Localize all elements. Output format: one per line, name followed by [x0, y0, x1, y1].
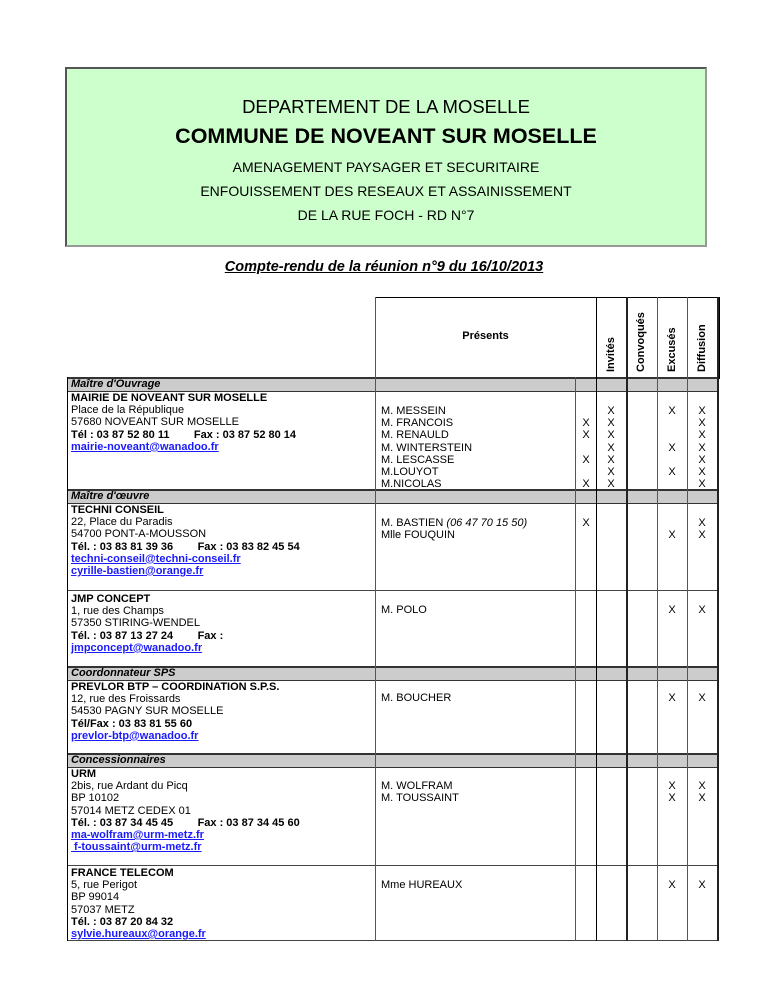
- excuses-marks: X X X: [668, 405, 676, 479]
- org-phone: Tél/Fax : 03 83 81 55 60: [71, 717, 193, 730]
- diffusion-marks: X: [698, 879, 706, 891]
- diffusion-marks: X X: [698, 517, 706, 542]
- section-label-maitre-ouvrage: Maître d'Ouvrage: [71, 378, 161, 390]
- email-link[interactable]: prevlor-btp@wanadoo.fr: [71, 729, 199, 742]
- table-left-border: [67, 377, 68, 941]
- email-link[interactable]: jmpconcept@wanadoo.fr: [71, 641, 203, 654]
- org-urm: URM 2bis, rue Ardant du Picq BP 10102 57014 METZ CEDEX 01 Tél. : 03 87 34 45 45 Fax : 03 87 34 45 60 ma-wolfram@urm-metz.fr f-toussaint@urm-metz.fr: [71, 768, 300, 854]
- row-divider: [67, 590, 718, 591]
- attendees-techni-conseil: M. BASTIEN (06 47 70 15 50) Mlle FOUQUIN: [381, 517, 528, 542]
- project-line-3: DE LA RUE FOCH - RD N°7: [297, 207, 475, 223]
- excuses-marks: X X: [668, 780, 676, 805]
- excuses-marks: X: [668, 692, 676, 704]
- section-band: [67, 377, 718, 392]
- attendees-jmp-concept: M. POLO: [381, 604, 427, 616]
- org-mairie: MAIRIE DE NOVEANT SUR MOSELLE Place de la République 57680 NOVEANT SUR MOSELLE Tél : 03 87 52 80 11 Fax : 03 87 52 80 14 mairie-noveant@wanadoo.fr: [71, 392, 297, 453]
- email-link[interactable]: f-toussaint@urm-metz.fr: [71, 841, 202, 854]
- attendees-urm: M. WOLFRAM M. TOUSSAINT: [381, 780, 459, 805]
- section-label-coordonnateur-sps: Coordonnateur SPS: [71, 667, 176, 679]
- report-title: Compte-rendu de la réunion n°9 du 16/10/2013: [224, 259, 544, 275]
- department-title: DEPARTEMENT DE LA MOSELLE: [242, 96, 530, 117]
- email-link[interactable]: mairie-noveant@wanadoo.fr: [71, 440, 219, 453]
- project-line-2: ENFOUISSEMENT DES RESEAUX ET ASSAINISSEMENT: [200, 183, 572, 199]
- column-header-diffusion: Diffusion: [696, 324, 708, 372]
- diffusion-marks: X: [698, 692, 706, 704]
- section-label-concessionnaires: Concessionnaires: [71, 754, 166, 766]
- email-link[interactable]: techni-conseil@techni-conseil.fr: [71, 552, 241, 565]
- excuses-marks: X: [668, 879, 676, 891]
- attendees-prevlor-btp: M. BOUCHER: [381, 692, 452, 704]
- column-divider: [596, 297, 597, 941]
- org-techni-conseil: TECHNI CONSEIL 22, Place du Paradis 54700 PONT-A-MOUSSON Tél. : 03 83 81 39 36 Fax : 03 83 82 45 54 techni-conseil@techni-conseil.fr cyrille-bastien@orange.fr: [71, 504, 300, 578]
- present-marks: X: [582, 517, 590, 529]
- column-divider: [657, 297, 658, 941]
- excuses-marks: X: [668, 604, 676, 616]
- table-right-border: [717, 297, 719, 941]
- attendees-mairie: M. MESSEIN M. FRANCOIS M. RENAULD M. WINTERSTEIN M. LESCASSE M.LOUYOT M.NICOLAS: [381, 405, 473, 491]
- org-phone: Tél. : 03 87 34 45 45 Fax : 03 87 34 45 60: [71, 816, 300, 829]
- diffusion-marks: X X X X X X X: [698, 405, 706, 491]
- org-phone: Tél. : 03 87 13 27 24 Fax :: [71, 629, 224, 642]
- org-france-telecom: FRANCE TELECOM 5, rue Perigot BP 99014 57037 METZ Tél. : 03 87 20 84 32 sylvie.hureaux@orange.fr: [71, 867, 206, 941]
- org-phone: Tél : 03 87 52 80 11 Fax : 03 87 52 80 14: [71, 428, 297, 441]
- section-band: [67, 489, 718, 504]
- attendees-france-telecom: Mme HUREAUX: [381, 879, 463, 891]
- org-jmp-concept: JMP CONCEPT 1, rue des Champs 57350 STIRING-WENDEL Tél. : 03 87 13 27 24 Fax : jmpconcept@wanadoo.fr: [71, 593, 224, 654]
- commune-title: COMMUNE DE NOVEANT SUR MOSELLE: [175, 124, 597, 148]
- invites-marks: X X X X X X X: [607, 405, 615, 491]
- column-divider: [687, 297, 688, 941]
- present-marks: X X X X: [582, 417, 590, 491]
- column-header-presents: Présents: [462, 330, 509, 342]
- org-phone: Tél. : 03 87 20 84 32: [71, 915, 174, 928]
- column-header-convoques: Convoqués: [635, 312, 647, 372]
- diffusion-marks: X X: [698, 780, 706, 805]
- diffusion-marks: X: [698, 604, 706, 616]
- project-line-1: AMENAGEMENT PAYSAGER ET SECURITAIRE: [232, 159, 540, 175]
- email-link[interactable]: ma-wolfram@urm-metz.fr: [71, 829, 204, 842]
- excuses-marks: X: [668, 529, 676, 542]
- column-header-invites: Invités: [605, 337, 617, 372]
- email-link[interactable]: cyrille-bastien@orange.fr: [71, 565, 204, 578]
- column-divider: [626, 297, 628, 941]
- row-divider: [67, 865, 718, 866]
- column-divider: [375, 297, 376, 941]
- email-link[interactable]: sylvie.hureaux@orange.fr: [71, 928, 206, 941]
- org-phone: Tél. : 03 83 81 39 36 Fax : 03 83 82 45 54: [71, 540, 300, 553]
- section-label-maitre-oeuvre: Maître d'œuvre: [71, 490, 150, 502]
- column-header-excuses: Excusés: [666, 327, 678, 372]
- org-prevlor-btp: PREVLOR BTP – COORDINATION S.P.S. 12, rue des Froissards 54530 PAGNY SUR MOSELLE Tél/Fax : 03 83 81 55 60 prevlor-btp@wanadoo.fr: [71, 681, 280, 742]
- attendee-phone: (06 47 70 15 50): [446, 517, 528, 529]
